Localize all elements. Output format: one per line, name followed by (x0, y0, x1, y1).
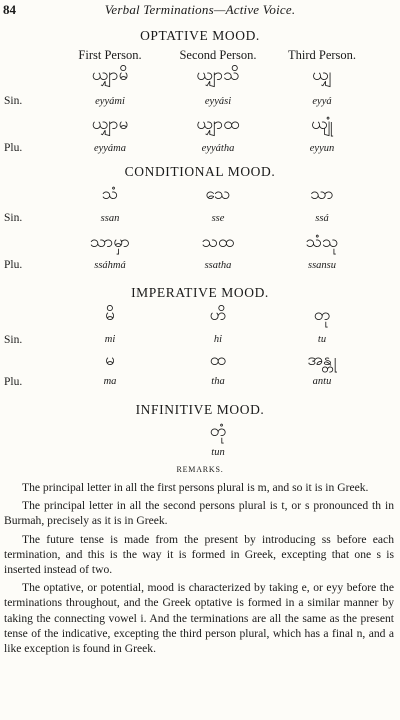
conditional-sin-second-script: သေ (205, 184, 231, 204)
conditional-sin-second-roman: sse (211, 213, 225, 224)
imperative-sin-first-script: မိ (105, 305, 115, 325)
optative-sin-third-roman: eyyá (312, 96, 332, 107)
conditional-mood-title: CONDITIONAL MOOD. (124, 164, 276, 179)
remarks-paragraph: The principal letter in all the first persons plural is m, and so it is in Greek. (22, 481, 369, 494)
imperative-plu-third-script: အန္တု (307, 350, 337, 370)
optative-plu-third-roman: eyyun (309, 143, 335, 154)
imperative-sin-label: Sin. (4, 334, 23, 346)
conditional-plu-third-roman: ssansu (307, 260, 336, 271)
imperative-plu-second-script: ထ (209, 350, 227, 370)
column-head-first-person: First Person. (78, 48, 142, 62)
imperative-mood-title: IMPERATIVE MOOD. (131, 285, 269, 300)
imperative-plu-label: Plu. (4, 376, 23, 388)
imperative-plu-third-roman: antu (312, 376, 332, 387)
remarks-body (4, 480, 394, 659)
remarks-paragraph: The optative, or potential, mood is characterized by taking e, or eyy before the terminations throughout, and the Greek optative is formed in a similar manner by taking the connecting vowel i. And the terminations are all the same as the present tense of the indicative, excepting the third person plural, which has a final n, and a like exception is found in Greek. (4, 581, 394, 656)
conditional-plu-first-roman: ssáhmá (94, 260, 126, 271)
optative-plu-first-script: ယျှာမ (91, 114, 129, 134)
optative-plu-second-script: ယျှာထ (196, 114, 240, 134)
remarks-paragraph: The principal letter in all the second persons plural is t, or s pronounced th in Burmah, precisely as it is in Greek. (4, 499, 394, 528)
imperative-sin-second-script: ဟိ (209, 305, 227, 325)
imperative-sin-third-roman: tu (317, 334, 327, 345)
optative-sin-second-script: ယျှာသိ (196, 65, 240, 85)
imperative-plu-first-roman: ma (103, 376, 117, 387)
conditional-plu-third-script: သံသု (305, 232, 339, 252)
conditional-plu-label: Plu. (4, 259, 23, 271)
page-number: 84 (3, 2, 16, 17)
running-title: Verbal Terminations—Active Voice. (104, 2, 296, 17)
optative-plu-second-roman: eyyátha (201, 143, 235, 154)
conditional-plu-first-script: သာမှာ (89, 232, 131, 252)
optative-sin-first-roman: eyyámi (95, 96, 125, 107)
infinitive-script: တုံ (209, 421, 227, 441)
infinitive-roman: tun (211, 447, 225, 458)
infinitive-mood-title: INFINITIVE MOOD. (135, 402, 265, 417)
conditional-plu-second-script: သထ (201, 232, 235, 252)
conditional-plu-second-roman: ssatha (204, 260, 232, 271)
optative-sin-second-roman: eyyási (204, 96, 232, 107)
conditional-sin-label: Sin. (4, 212, 23, 224)
optative-sin-third-script: ယျှ (312, 65, 332, 85)
optative-sin-label: Sin. (4, 95, 23, 107)
conditional-sin-first-script: သံ (101, 184, 119, 204)
page-header (0, 2, 400, 18)
conditional-sin-third-script: သာ (310, 184, 334, 204)
imperative-plu-first-script: မ (105, 350, 115, 370)
remarks-title: REMARKS. (176, 465, 224, 474)
optative-plu-first-roman: eyyáma (93, 143, 127, 154)
column-head-second-person: Second Person. (179, 48, 257, 62)
optative-sin-first-script: ယျှာမိ (91, 65, 129, 85)
optative-plu-third-script: ယျုံ (311, 114, 333, 134)
conditional-sin-first-roman: ssan (100, 213, 120, 224)
remarks-paragraph: The future tense is made from the present by introducing ss before each termination, and this is the way it is formed in Greek, excepting that one s is inserted instead of two. (4, 532, 394, 577)
imperative-sin-first-roman: mi (104, 334, 116, 345)
optative-plu-label: Plu. (4, 142, 23, 154)
imperative-plu-second-roman: tha (211, 376, 225, 387)
conditional-sin-third-roman: ssá (315, 213, 329, 224)
imperative-sin-third-script: တု (313, 305, 331, 325)
optative-mood-title: OPTATIVE MOOD. (140, 28, 260, 43)
imperative-sin-second-roman: hi (213, 334, 223, 345)
column-head-third-person: Third Person. (287, 48, 357, 62)
